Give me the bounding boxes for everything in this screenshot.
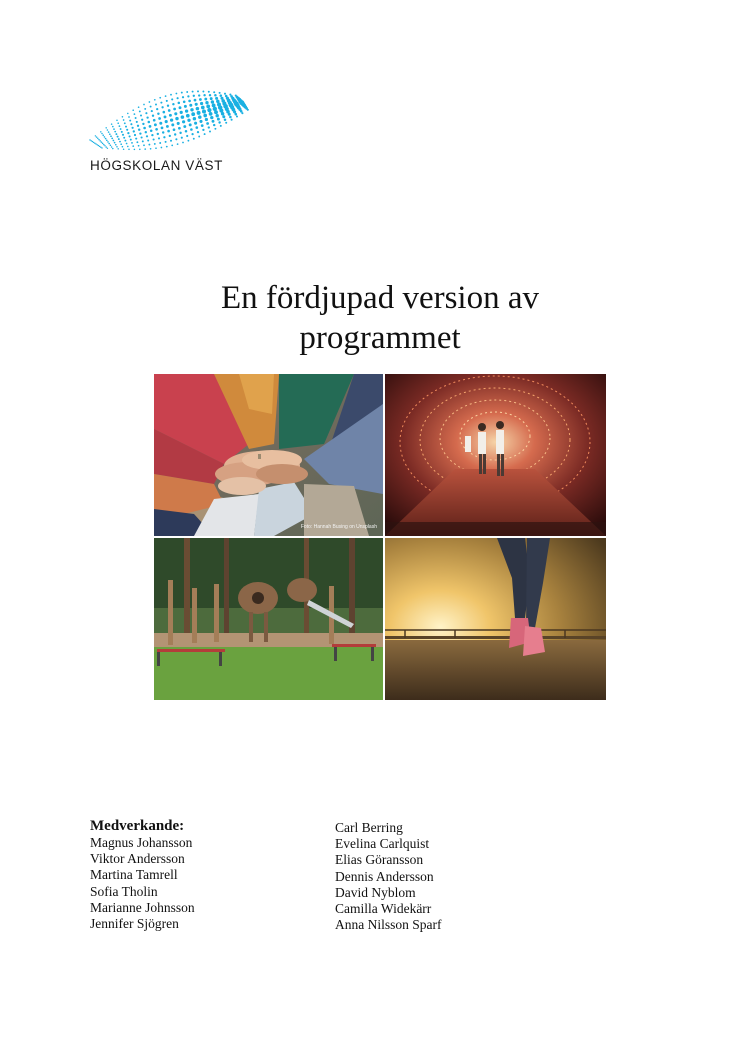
contributor-name: David Nyblom <box>335 884 416 900</box>
contributor-name: Marianne Johnsson <box>90 899 195 915</box>
title-line-2: programmet <box>299 320 461 356</box>
hogskolan-vast-logo <box>88 86 258 178</box>
logo-wave-graphic <box>88 86 258 158</box>
contributor-name: Dennis Andersson <box>335 868 434 884</box>
contributor-name: Jennifer Sjögren <box>90 916 179 932</box>
contributor-name: Viktor Andersson <box>90 851 185 867</box>
contributors-heading: Medverkande: <box>90 818 185 834</box>
photo-credit: Foto: Hannah Busing on Unsplash <box>300 524 377 530</box>
photo-collage <box>154 374 606 700</box>
contributor-name: Elias Göransson <box>335 852 424 868</box>
contributor-name: Martina Tamrell <box>90 867 178 883</box>
contributors-column-2 <box>335 820 535 933</box>
photo-light-tunnel <box>385 374 606 536</box>
document-title <box>100 278 660 358</box>
contributor-name: Sofia Tholin <box>90 883 158 899</box>
contributor-name: Magnus Johansson <box>90 835 193 850</box>
title-line-1: En fördjupad version av <box>221 280 539 316</box>
contributor-name: Carl Berring <box>335 820 403 835</box>
photo-walking-sunset <box>385 538 606 700</box>
logo-wordmark: HÖGSKOLAN VÄST <box>90 158 223 173</box>
photo-hands-together <box>154 374 383 536</box>
contributors-column-1 <box>90 818 320 932</box>
photo-playground <box>154 538 383 700</box>
contributor-name: Anna Nilsson Sparf <box>335 917 442 933</box>
contributor-name: Camilla Widekärr <box>335 901 432 917</box>
contributor-name: Evelina Carlquist <box>335 836 430 852</box>
